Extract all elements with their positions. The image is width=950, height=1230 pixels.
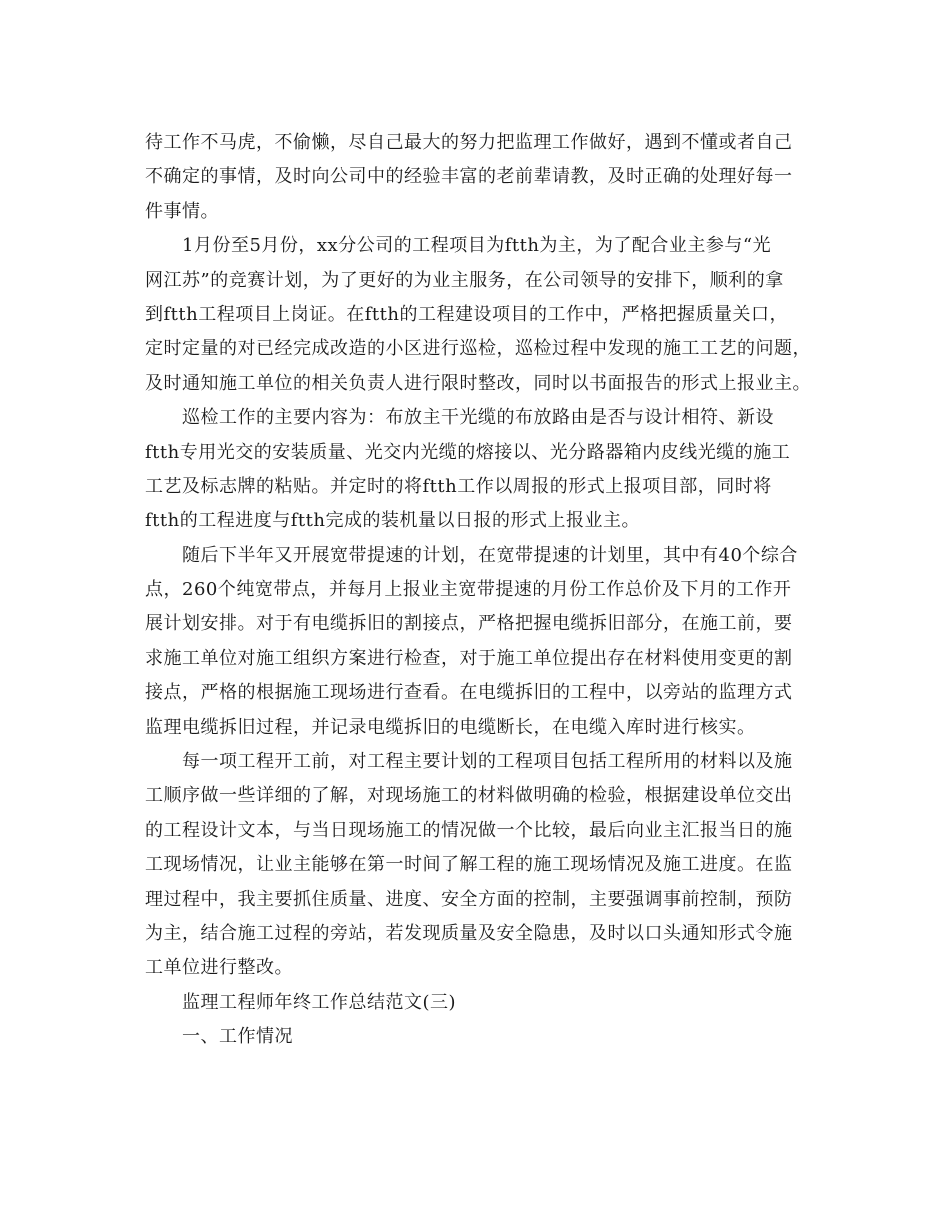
text-line: 为主，结合施工过程的旁站，若发现质量及安全隐患，及时以口头通知形式令施 (145, 922, 793, 944)
text-line: 求施工单位对施工组织方案进行检查，对于施工单位提出存在材料使用变更的割 (145, 647, 793, 669)
text-line: 工顺序做一些详细的了解，对现场施工的材料做明确的检验，根据建设单位交出 (145, 785, 793, 807)
text-line: 巡检工作的主要内容为：布放主干光缆的布放路由是否与设计相符、新设 (182, 407, 774, 429)
text-line: ftth的工程进度与ftth完成的装机量以日报的形式上报业主。 (145, 510, 640, 532)
text-line: 待工作不马虎，不偷懒，尽自己最大的努力把监理工作做好，遇到不懂或者自己 (145, 132, 793, 153)
text-line: 展计划安排。对于有电缆拆旧的割接点，严格把握电缆拆旧部分，在施工前，要 (145, 613, 793, 635)
text-line: 随后下半年又开展宽带提速的计划，在宽带提速的计划里，其中有40个综合 (182, 544, 798, 566)
text-line: 定时定量的对已经完成改造的小区进行巡检，巡检过程中发现的施工工艺的问题， (145, 338, 811, 360)
text-line: 理过程中，我主要抓住质量、进度、安全方面的控制，主要强调事前控制，预防 (145, 888, 793, 910)
text-line: 工单位进行整改。 (145, 957, 293, 979)
text-line: 到ftth工程项目上岗证。在ftth的工程建设项目的工作中，严格把握质量关口， (145, 303, 788, 325)
text-line: 一、工作情况 (182, 1026, 293, 1048)
text-line: 不确定的事情，及时向公司中的经验丰富的老前辈请教，及时正确的处理好每一 (145, 166, 793, 188)
text-line: 及时通知施工单位的相关负责人进行限时整改，同时以书面报告的形式上报业主。 (145, 372, 811, 394)
text-line: ftth专用光交的安装质量、光交内光缆的熔接以、光分路器箱内皮线光缆的施工 (145, 441, 791, 463)
text-line: 网江苏”的竞赛计划，为了更好的为业主服务，在公司领导的安排下，顺利的拿 (145, 269, 784, 291)
text-line: 接点，严格的根据施工现场进行查看。在电缆拆旧的工程中，以旁站的监理方式 (145, 682, 793, 704)
text-line: 每一项工程开工前，对工程主要计划的工程项目包括工程所用的材料以及施 (182, 751, 793, 773)
text-line: 的工程设计文本，与当日现场施工的情况做一个比较，最后向业主汇报当日的施 (145, 819, 793, 841)
document-body (145, 126, 810, 1055)
text-line: 监理工程师年终工作总结范文(三) (182, 991, 457, 1013)
text-line: 工现场情况，让业主能够在第一时间了解工程的施工现场情况及施工进度。在监 (145, 854, 793, 876)
text-line: 点，260个纯宽带点，并每月上报业主宽带提速的月份工作总价及下月的工作开 (145, 579, 792, 601)
text-line: 工艺及标志牌的粘贴。并定时的将ftth工作以周报的形式上报项目部，同时将 (145, 475, 772, 497)
text-line: 监理电缆拆旧过程，并记录电缆拆旧的电缆断长，在电缆入库时进行核实。 (145, 716, 756, 738)
text-line: 1月份至5月份，xx分公司的工程项目为ftth为主，为了配合业主参与“光 (182, 235, 772, 257)
text-line: 件事情。 (145, 200, 219, 222)
